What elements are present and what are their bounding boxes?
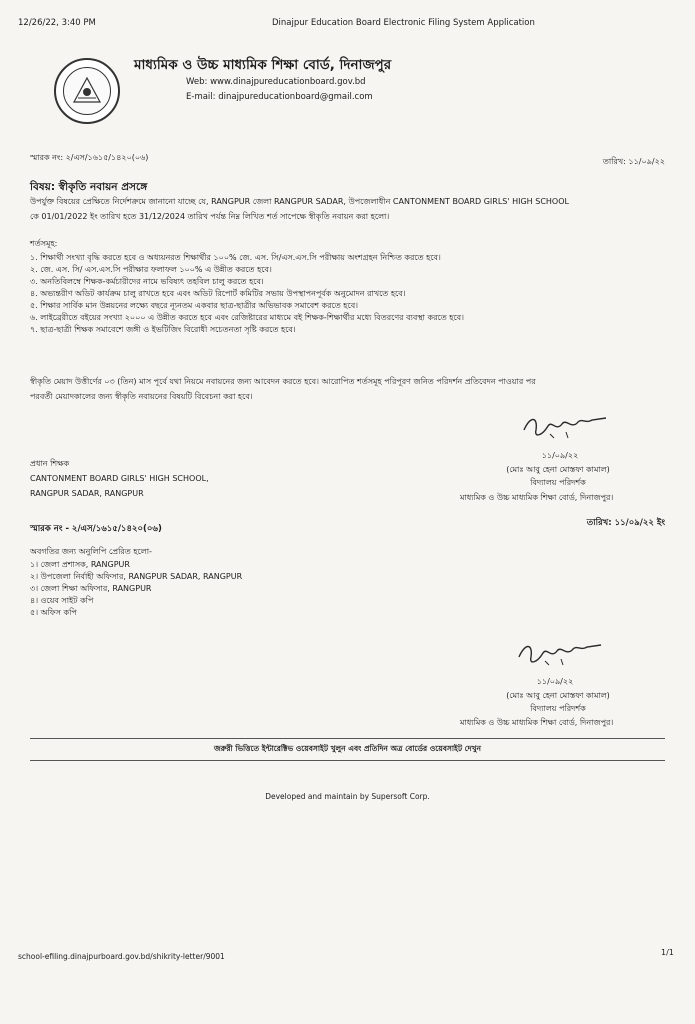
copy-list-item: ৩। জেলা শিক্ষা অফিসার, RANGPUR (30, 584, 152, 593)
copy-list-item: ৫। অফিস কপি (30, 608, 77, 617)
condition-item: ২. জে. এস. সি/ এস.এস.সি পরীক্ষার ফলাফল ১০০% এ উন্নীত করতে হবে। (30, 265, 272, 274)
print-page-number: 1/1 (661, 948, 674, 957)
signature-1-office: মাধ্যমিক ও উচ্চ মাধ্যমিক শিক্ষা বোর্ড, দিনাজপুর। (460, 493, 614, 502)
body-line-2: কে 01/01/2022 ইং তারিখ হতে 31/12/2024 তারিখ পর্যন্ত নিম্ন লিখিত শর্ত সাপেক্ষে স্বীকৃতি নবায়ন করা হলো। (30, 212, 390, 221)
copy-list-item: ২। উপজেলা নির্বাহী অফিসার, RANGPUR SADAR, RANGPUR (30, 572, 243, 581)
signature-1-designation: বিদ্যালয় পরিদর্শক (530, 478, 586, 487)
board-name: মাধ্যমিক ও উচ্চ মাধ্যমিক শিক্ষা বোর্ড, দিনাজপুর (134, 57, 392, 73)
copy-list-item: ৪। ওয়েব সাইট কপি (30, 596, 94, 605)
signature-2 (515, 637, 605, 669)
condition-item: ৫. শিক্ষার সার্বিক মান উন্নয়নের লক্ষ্যে বছরে ন্যূনতম একবার ছাত্র-ছাত্রীর অভিভাবক সমাবেশ করতে হবে। (30, 301, 359, 310)
board-seal-icon (54, 58, 120, 124)
copy-list-item: ১। জেলা প্রশাসক, RANGPUR (30, 560, 130, 569)
board-email: E-mail: dinajpureducationboard@gmail.com (186, 92, 373, 102)
memo-date: তারিখ: ১১/০৯/২২ (602, 157, 665, 166)
recipient-address: RANGPUR SADAR, RANGPUR (30, 489, 144, 498)
renewal-note-line-1: স্বীকৃতি মেয়াদ উত্তীর্ণের ০৩ (তিন) মাস পূর্বে যথা নিয়মে নবায়নের জন্য আবেদন করতে হবে। আরোপিত শর্তসমূহ পরিপূরণ জনিত পরিদর্শন প্রতিবেদন পাওয়ার পর (30, 377, 536, 386)
signature-2-office: মাধ্যমিক ও উচ্চ মাধ্যমিক শিক্ষা বোর্ড, দিনাজপুর। (460, 718, 614, 727)
condition-item: ৬. লাইব্রেরীতে বইয়ের সংখ্যা ২০০০ এ উন্নীত করতে হবে এবং রেজিষ্টারের মাধ্যমে বই শিক্ষক-শিক্ষার্থীর মধ্যে বিতরণের ব্যবস্থা করতে হবে। (30, 313, 464, 322)
subject-line: বিষয়: স্বীকৃতি নবায়ন প্রসঙ্গে (30, 181, 148, 193)
renewal-note-line-2: পরবর্তী মেয়াদকালের জন্য স্বীকৃতি নবায়নের বিষয়টি বিবেচনা করা হবে। (30, 392, 253, 401)
copy-list (30, 559, 242, 619)
notice-text: জরুরী ভিত্তিতে ইন্টারেক্টিভ ওয়েবসাইট খুলুন এবং প্রতিদিন অত্র বোর্ডের ওয়েবসাইট দেখুন (213, 744, 482, 753)
developer-credit: Developed and maintain by Supersoft Corp. (265, 792, 430, 801)
condition-item: ৪. অভ্যন্তরীণ অডিট কার্যক্রম চালু রাখতে হবে এবং অডিট রিপোর্ট কমিটির সভায় উপস্থাপনপূর্বক অনুমোদন রাখতে হবে। (30, 289, 406, 298)
conditions-heading: শর্তসমূহ: (30, 239, 58, 248)
conditions-list (30, 252, 464, 336)
condition-item: ৭. ছাত্র-ছাত্রী শিক্ষক সমাবেশে জঙ্গী ও ইভটিজিং বিরোধী সচেতনতা সৃষ্টি করতে হবে। (30, 325, 296, 334)
recipient-school: CANTONMENT BOARD GIRLS' HIGH SCHOOL, (30, 474, 209, 483)
notice-top-rule (30, 738, 665, 739)
signature-2-name: (মোঃ আবু হেনা মোস্তফা কামাল) (506, 691, 610, 700)
condition-item: ৩. অনতিবিলম্বে শিক্ষক-কর্মচারীদের নামে ভবিষ্যৎ তহবিল চালু করতে হবে। (30, 277, 264, 286)
copy-memo-ref: স্মারক নং - ২/এস/১৬১৫/১৪২০(০৬) (30, 524, 162, 534)
memo-ref: স্মারক নং: ২/এস/১৬১৫/১৪২০(০৬) (30, 153, 149, 162)
signature-2-designation: বিদ্যালয় পরিদর্শক (530, 704, 586, 713)
print-datetime: 12/26/22, 3:40 PM (18, 18, 96, 28)
signature-1 (520, 410, 610, 442)
recipient-title: প্রধান শিক্ষক (30, 459, 70, 468)
signature-1-name: (মোঃ আবু হেনা মোস্তফা কামাল) (506, 465, 610, 474)
signature-1-date: ১১/০৯/২২ (541, 451, 579, 460)
copy-memo-date: তারিখ: ১১/০৯/২২ ইং (586, 518, 665, 528)
print-footer-url[interactable]: school-efiling.dinajpurboard.gov.bd/shikrity-letter/9001 (18, 952, 225, 961)
copy-memo-intro: অবগতির জন্য অনুলিপি প্রেরিত হলো- (30, 547, 152, 556)
condition-item: ১. শিক্ষার্থী সংখ্যা বৃদ্ধি করতে হবে ও অধ্যয়নরত শিক্ষার্থীর ১০০% জে. এস. সি/এস.এস.সি পরীক্ষায় অংশগ্রহন নিশ্চিত করতে হবে। (30, 253, 441, 262)
body-line-1: উপর্যুক্ত বিষয়ের প্রেক্ষিতে নির্দেশক্রমে জানানো যাচ্ছে যে, RANGPUR জেলা RANGPUR SADAR, উপজেলাধীন CANTONMENT BOARD GIRLS' HIGH SCHOOL (30, 197, 569, 206)
print-app-title: Dinajpur Education Board Electronic Filing System Application (272, 18, 535, 28)
signature-2-date: ১১/০৯/২২ (536, 677, 574, 686)
board-web: Web: www.dinajpureducationboard.gov.bd (186, 77, 366, 87)
notice-bottom-rule (30, 760, 665, 761)
